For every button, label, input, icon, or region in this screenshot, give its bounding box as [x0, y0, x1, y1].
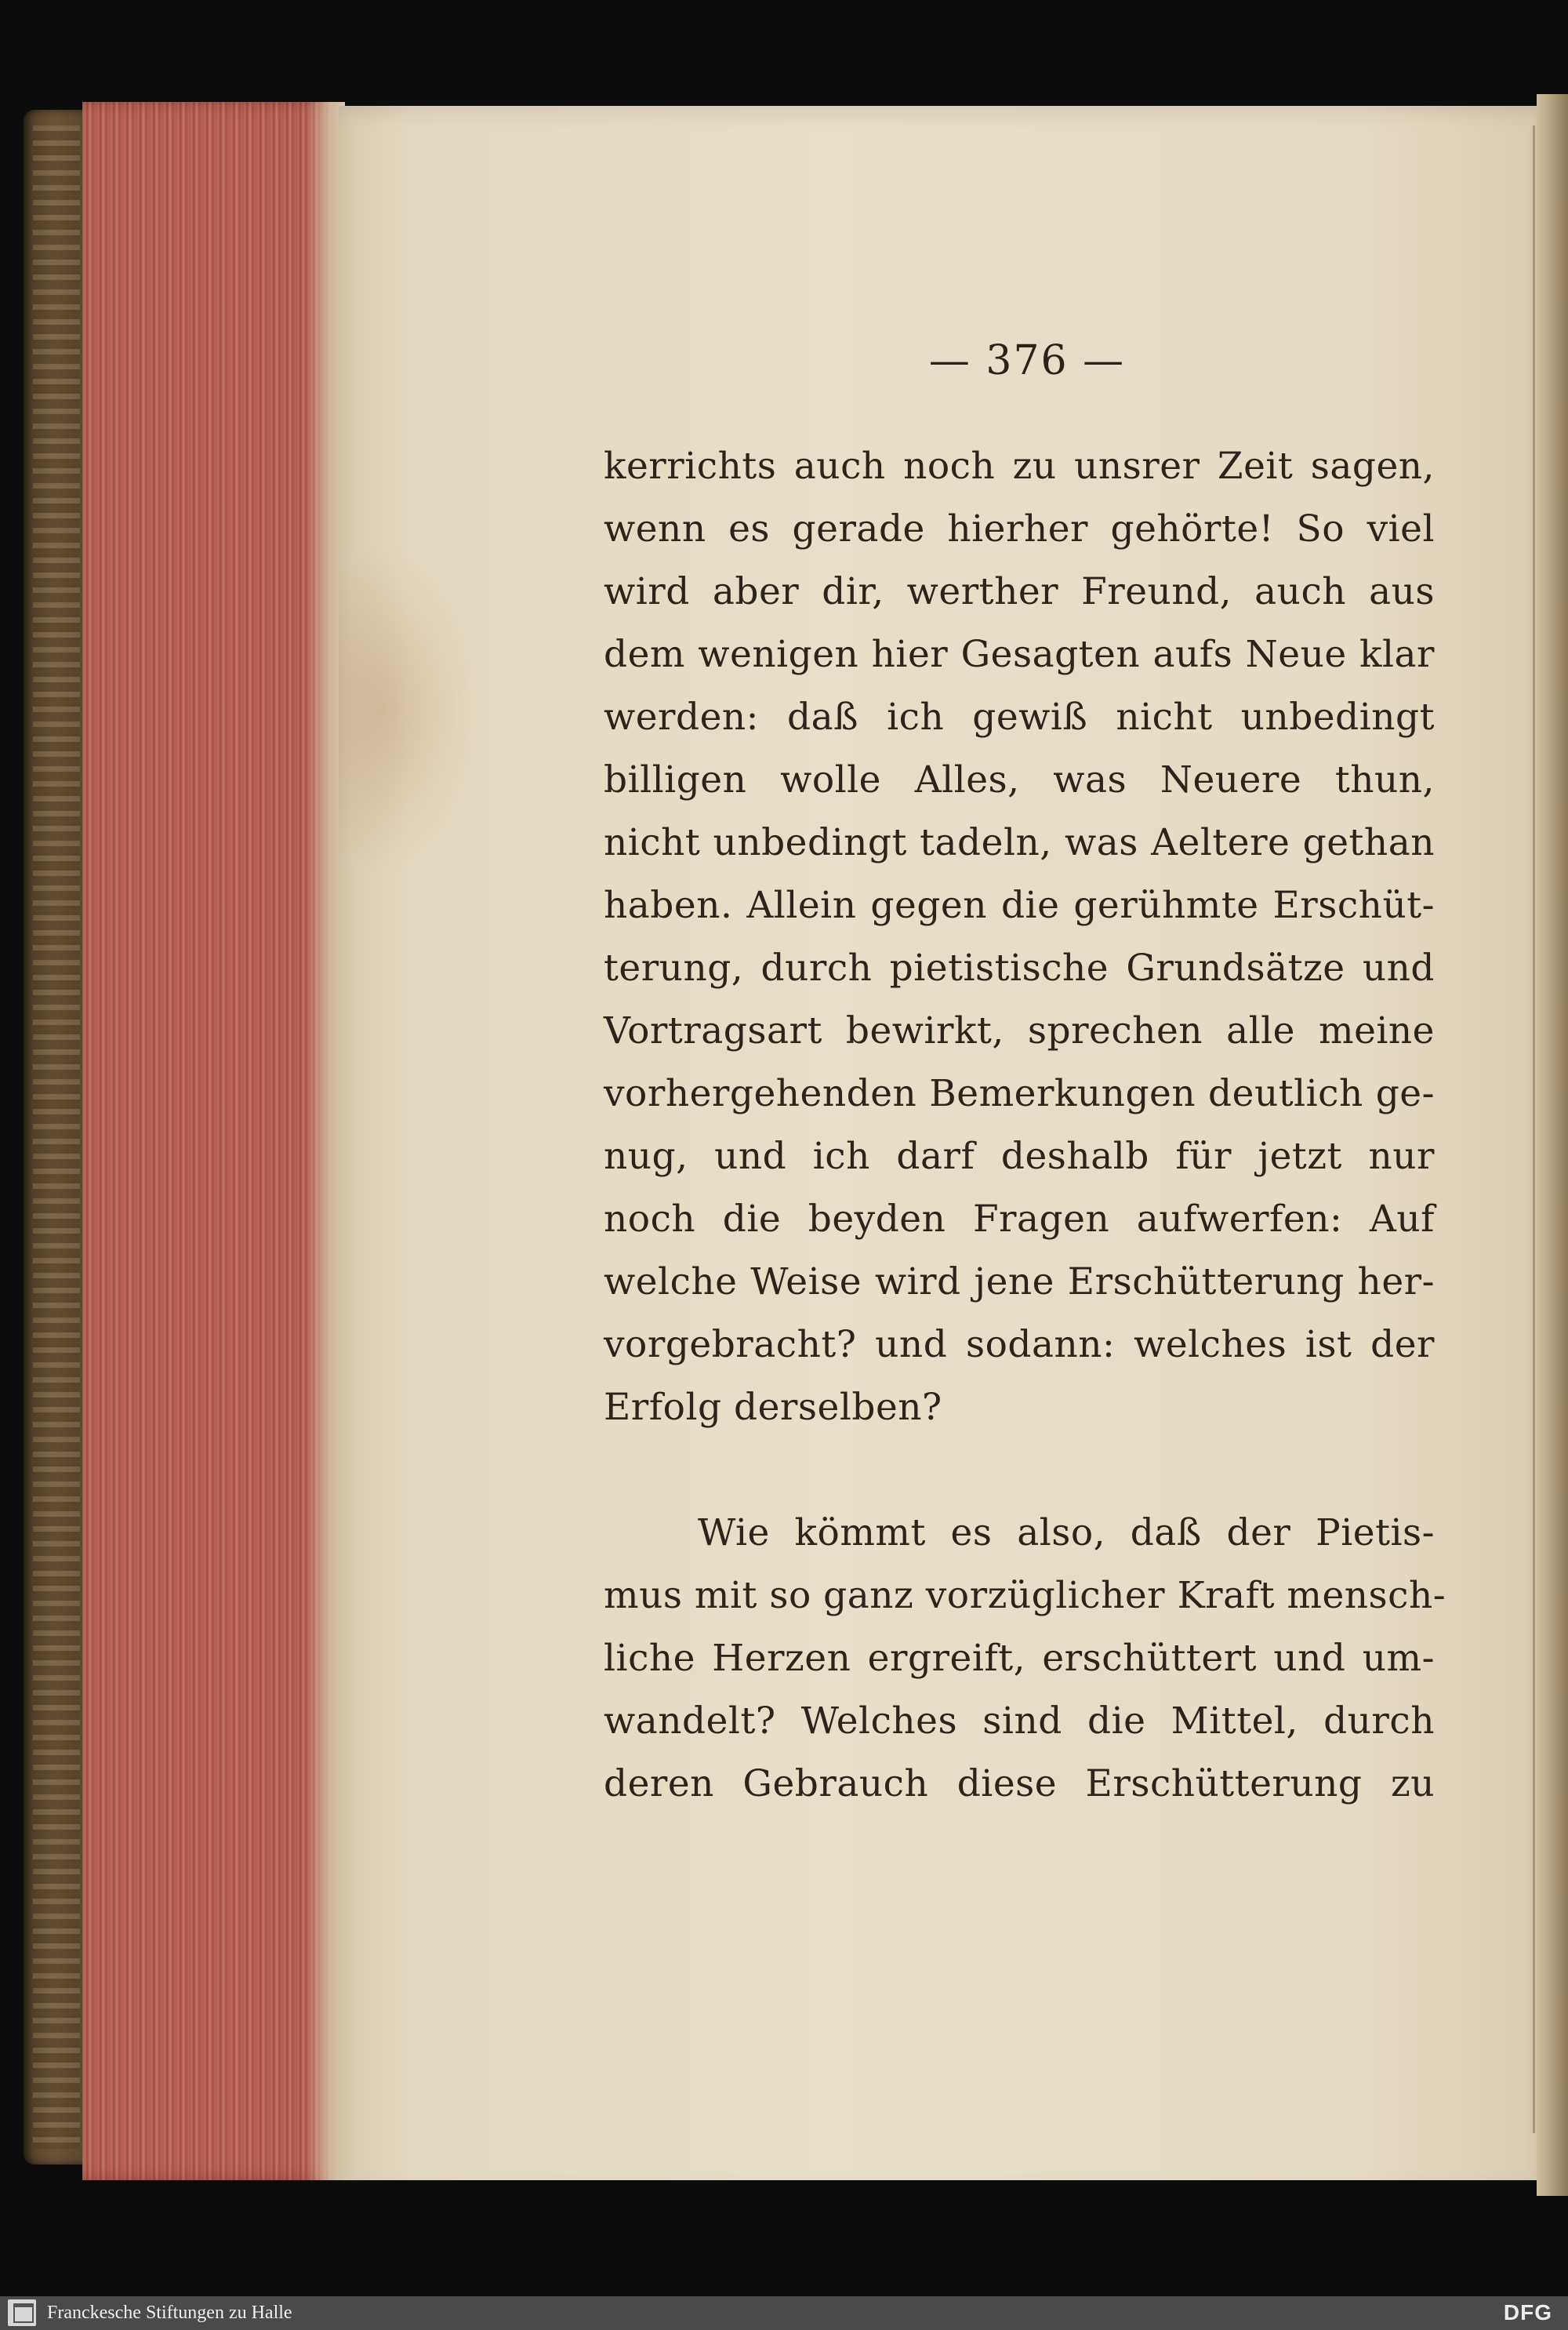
text-line: Vortragsart bewirkt, sprechen alle meine [604, 1009, 1435, 1052]
text-line: Erfolg derselben? [604, 1386, 942, 1429]
page-fore-edge [82, 102, 345, 2180]
institution-name: Franckesche Stiftungen zu Halle [47, 2303, 292, 2323]
text-line: billigen wolle Alles, was Neuere thun, [604, 758, 1435, 802]
text-line: nicht unbedingt tadeln, was Aeltere gethan [604, 821, 1435, 864]
dfg-logo: DFG [1503, 2300, 1552, 2325]
text-line: noch die beyden Fragen aufwerfen: Auf [604, 1198, 1435, 1241]
institution-logo-icon [8, 2299, 36, 2326]
text-line: deren Gebrauch diese Erschütterung zu [604, 1762, 1435, 1805]
text-line: wandelt? Welches sind die Mittel, durch [604, 1699, 1435, 1743]
page-number: — 376 — [928, 337, 1126, 384]
text-line: liche Herzen ergreift, erschüttert und um- [604, 1637, 1435, 1680]
text-line: wird aber dir, werther Freund, auch aus [604, 570, 1435, 613]
gutter-line [1533, 125, 1535, 2133]
book-cover-right [1537, 94, 1568, 2196]
text-line: welche Weise wird jene Erschütterung her- [604, 1260, 1435, 1303]
text-line: dem wenigen hier Gesagten aufs Neue klar [604, 633, 1435, 676]
text-line: vorhergehenden Bemerkungen deutlich ge- [604, 1072, 1435, 1115]
text-line: nug, und ich darf deshalb für jetzt nur [604, 1135, 1435, 1178]
text-line: terung, durch pietistische Grundsätze und [604, 947, 1435, 990]
text-line: mus mit so ganz vorzüglicher Kraft mensch- [604, 1574, 1446, 1617]
text-line: vorgebracht? und sodann: welches ist der [604, 1323, 1435, 1366]
page-stain [339, 545, 480, 874]
text-line: haben. Allein gegen die gerühmte Erschüt- [604, 884, 1435, 927]
text-line: werden: daß ich gewiß nicht unbedingt [604, 696, 1435, 739]
footer-bar [0, 2296, 1568, 2330]
text-line: wenn es gerade hierher gehörte! So viel [604, 507, 1435, 551]
text-line: kerrichts auch noch zu unsrer Zeit sagen, [604, 445, 1435, 488]
text-line: Wie kömmt es also, daß der Pietis- [698, 1511, 1435, 1554]
